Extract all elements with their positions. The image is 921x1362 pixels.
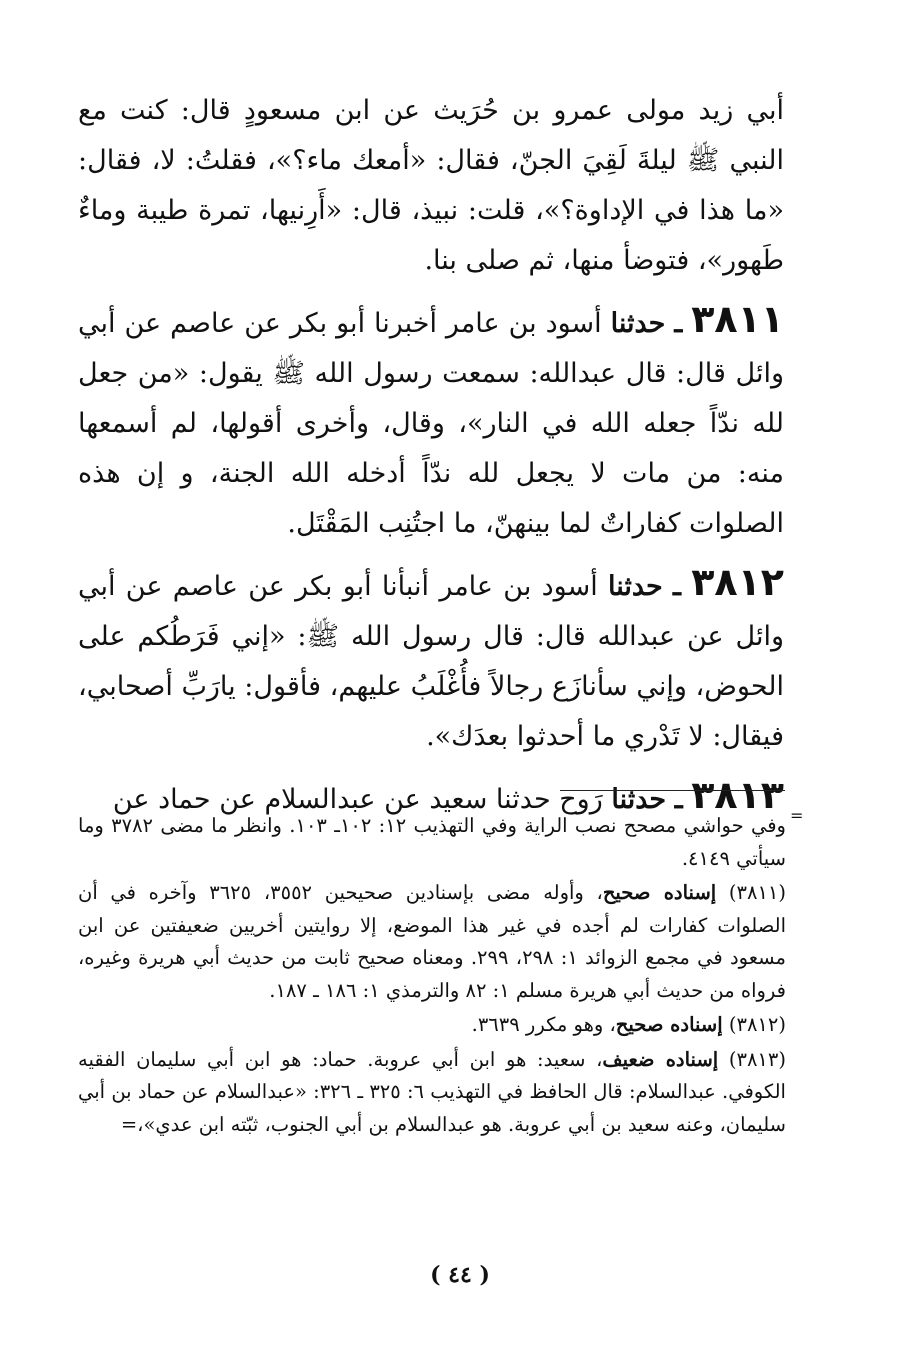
hadith-keyword: حدثنا: [607, 571, 663, 602]
footnote-3812: [78, 1009, 786, 1042]
footnote-grade: إسناده ضعيف: [602, 1047, 719, 1071]
hadith-text: رَوح حدثنا سعيد عن عبدالسلام عن حماد عن: [112, 784, 603, 815]
hadith-3812: [78, 557, 784, 762]
opening-paragraph: أبي زيد مولى عمرو بن حُرَيث عن ابن مسعودٍ قال: كنت مع النبي ﷺ ليلةَ لَقِيَ الجنّ، فقال: «أمعك ماء؟»، فقلتُ: لا، فقال: «ما هذا في الإداوة؟»، قلت: نبيذ، قال: «أَرِنيها، تمرة طيبة وماءٌ طَهور»، فتوضأ منها، ثم صلى بنا.: [78, 95, 784, 276]
hadith-3811: [78, 294, 784, 549]
footnote-text: ، سعيد: هو ابن أبي عروبة. حماد: هو ابن أبي سليمان الفقيه الكوفي. عبدالسلام: قال الحافظ في التهذيب ٦: ٣٢٥ ـ ٣٢٦: «عبدالسلام عن حماد بن أبي سليمان، وعنه سعيد بن أبي عروبة. هو عبدالسلام بن أبي الجنوب، ثبّته ابن عدي»،=: [78, 1047, 786, 1136]
main-text: [78, 86, 784, 825]
footnote-3813: [78, 1044, 786, 1142]
footnote-ref: (٣٨١١): [728, 881, 787, 904]
hadith-keyword: حدثنا: [610, 308, 666, 339]
footnote-ref: (٣٨١٣): [728, 1047, 786, 1071]
footnote-separator: [560, 790, 785, 791]
footnote-text: ، وأوله مضى بإسنادين صحيحين ٣٥٥٢، ٣٦٢٥ وآخره في أن الصلوات كفارات لم أجده في غير هذا الموضع، إلا روايتين أخريين ضعيفتين عن ابن مسعود في مجمع الزوائد ١: ٢٩٨، ٢٩٩. ومعناه صحيح ثابت من حديث أبي هريرة وغيره، فرواه من حديث أبي هريرة مسلم ١: ٨٢ والترمذي ١: ١٨٦ ـ ١٨٧.: [78, 881, 786, 1002]
page-number: ( ٤٤ ): [430, 1262, 490, 1288]
hadith-dash: ـ: [673, 571, 681, 602]
hadith-dash: ـ: [674, 784, 683, 815]
hadith-text: أسود بن عامر أخبرنا أبو بكر عن عاصم عن أبي وائل قال: قال عبدالله: سمعت رسول الله ﷺ يقول: «من جعل لله ندّاً جعله الله في النار»، وقال، وأخرى أقولها، لم أسمعها منه: من مات لا يجعل لله ندّاً أدخله الله الجنة، و إن هذه الصلوات كفاراتٌ لما بينهنّ، ما اجتُنِب المَقْتَل.: [78, 308, 784, 539]
hadith-dash: ـ: [674, 308, 683, 339]
hadith-keyword: حدثنا: [611, 784, 667, 815]
footnote-3811: [78, 877, 786, 1007]
footnotes: [78, 810, 786, 1143]
footnote-continuation-mark: =: [790, 806, 804, 825]
footnote-text: ، وهو مكرر ٣٦٣٩.: [471, 1013, 616, 1036]
hadith-number: ٣٨١٢: [691, 560, 784, 604]
hadith-number: ٣٨١٣: [691, 773, 784, 817]
hadith-number: ٣٨١١: [691, 297, 784, 341]
footnote-continuation: وفي حواشي مصحح نصب الراية وفي التهذيب ١٢: ١٠٢ـ ١٠٣. وانظر ما مضى ٣٧٨٢ وما سيأتي ٤١٤٩.: [78, 814, 786, 870]
hadith-text: أسود بن عامر أنبأنا أبو بكر عن عاصم عن أبي وائل عن عبدالله قال: قال رسول الله ﷺ: «إني فَرَطُكم على الحوض، وإني سأنازَع رجالاً فأُغْلَبُ عليهم، فأقول: يارَبِّ أصحابي، فيقال: لا تَدْري ما أحدثوا بعدَك».: [78, 571, 784, 752]
footnote-grade: إسناده صحيح: [615, 1013, 723, 1036]
footnote-grade: إسناده صحيح: [602, 881, 717, 904]
footnote-ref: (٣٨١٢): [728, 1013, 786, 1036]
